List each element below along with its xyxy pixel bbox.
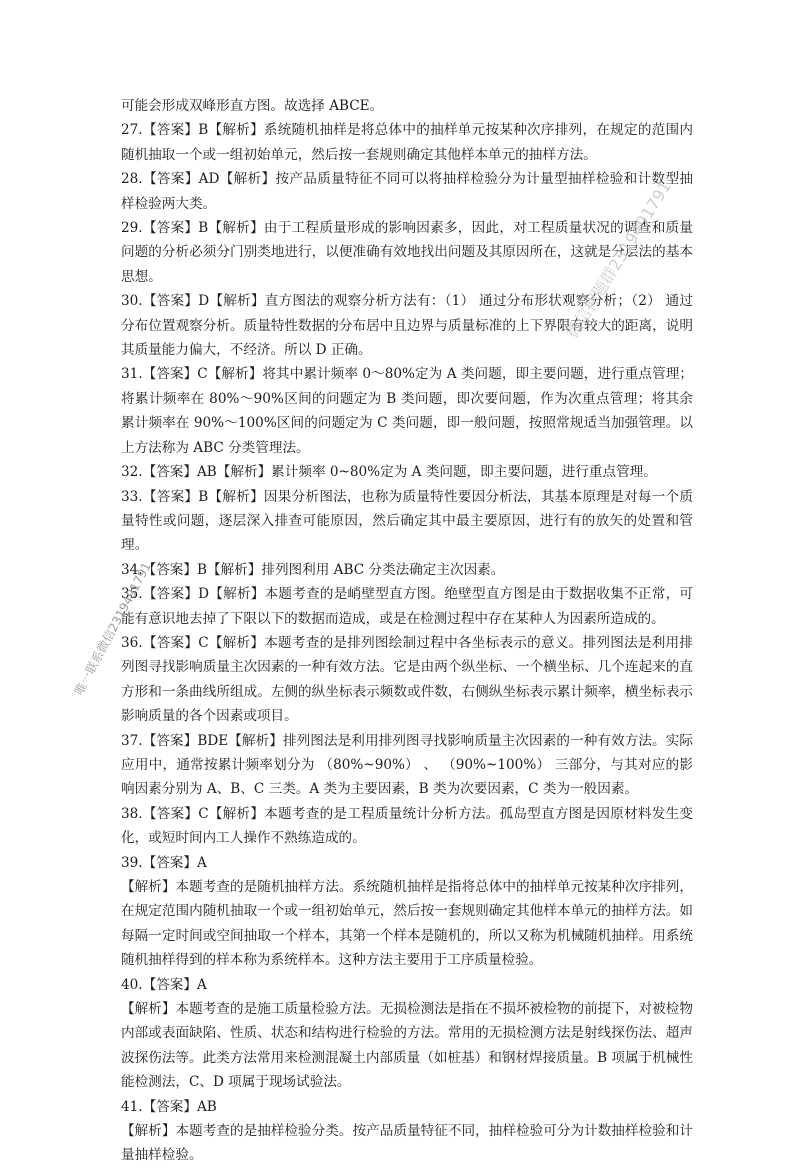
answer-35: 35.【答案】D【解析】本题考查的是峭壁型直方图。绝壁型直方图是由于数据收集不正常，可能有意识地去掉了下限以下的数据而造成，或是在检测过程中存在某种人为因素所造成的。 (121, 586, 693, 627)
watermark-left: 唯一联系微信2319491791 (71, 559, 154, 698)
answer-32: 32.【答案】AB【解析】累计频率 0~80%定为 A 类问题，即主要问题，进行重点管理。 (121, 464, 657, 481)
answer-41: 41.【答案】AB (121, 1098, 217, 1115)
answer-33: 33.【答案】B【解析】因果分析图法，也称为质量特性要因分析法，其基本原理是对每一个质量特性或问题，逐层深入排查可能原因，然后确定其中最主要原因，进行有的放矢的处置和管理。 (121, 488, 693, 554)
answer-28: 28.【答案】AD【解析】按产品质量特征不同可以将抽样检验分为计量型抽样检验和计数型抽样检验两大类。 (121, 171, 693, 212)
answer-29: 29.【答案】B【解析】由于工程质量形成的影响因素多，因此，对工程质量状况的调查和质量问题的分析必须分门别类地进行，以便准确有效地找出问题及其原因所在，这就是分层法的基本思想。 (121, 220, 693, 285)
answer-38: 38.【答案】C【解析】本题考查的是工程质量统计分析方法。孤岛型直方图是因原材料发生变化，或短时间内工人操作不熟练造成的。 (121, 805, 693, 847)
answer-34: 34.【答案】B【解析】排列图利用 ABC 分类法确定主次因素。 (121, 561, 505, 578)
answer-30: 30.【答案】D【解析】直方图法的观察分析方法有：（1） 通过分布形状观察分析；（2） 通过分布位置观察分析。质量特性数据的分布居中且边界与质量标准的上下界限有较大的距离，说明其质量能力偏大，不经济。所以 D 正确。 (121, 293, 693, 359)
watermark-right: 微信押题群2319491791 (562, 177, 676, 342)
explanation-40: 【解析】本题考查的是施工质量检验方法。无损检测法是指在不损坏被检物的前提下，对被检物内部或表面缺陷、性质、状态和结构进行检验的方法。常用的无损检测方法是射线探伤法、超声波探伤法等。此类方法常用来检测混凝土内部质量（如桩基）和钢材焊接质量。B 项属于机械性能检测法，C、D 项属于现场试验法。 (121, 1001, 693, 1091)
answer-31: 31.【答案】C【解析】将其中累计频率 0～80%定为 A 类问题，即主要问题，进行重点管理；将累计频率在 80%～90%区间的问题定为 B 类问题，即次要问题，作为次重点管理；将其余累计频率在 90%～100%区间的问题定为 C 类问题，即一般问题，按照常规适当加强管理。以上方法称为 ABC 分类管理法。 (121, 366, 693, 456)
answer-36: 36.【答案】C【解析】本题考查的是排列图绘制过程中各坐标表示的意义。排列图法是利用排列图寻找影响质量主次因素的一种有效方法。它是由两个纵坐标、一个横坐标、几个连起来的直方形和一条曲线所组成。左侧的纵坐标表示频数或件数，右侧纵坐标表示累计频率，横坐标表示影响质量的各个因素或项目。 (121, 634, 693, 725)
answer-39: 39.【答案】A (121, 854, 207, 871)
answer-27: 27.【答案】B【解析】系统随机抽样是将总体中的抽样单元按某种次序排列，在规定的范围内随机抽取一个或一组初始单元，然后按一套规则确定其他样本单元的抽样方法。 (121, 122, 693, 163)
answer-40: 40.【答案】A (121, 976, 207, 993)
explanation-41: 【解析】本题考查的是抽样检验分类。按产品质量特征不同，抽样检验可分为计数抽样检验和计量抽样检验。 (121, 1123, 693, 1164)
answer-37: 37.【答案】BDE【解析】排列图法是利用排列图寻找影响质量主次因素的一种有效方法。实际应用中，通常按累计频率划分为 （80%~90%） 、 （90%~100%） 三部分，与其对应的影响因素分别为 A、B、C 三类。A 类为主要因素，B 类为次要因素，C 类为一般因素。 (121, 732, 693, 798)
answer-explanations (121, 94, 693, 1168)
para-tail-26: 可能会形成双峰形直方图。故选择 ABCE。 (121, 98, 384, 114)
explanation-39: 【解析】本题考查的是随机抽样方法。系统随机抽样是指将总体中的抽样单元按某种次序排列，在规定范围内随机抽取一个或一组初始单元，然后按一套规则确定其他样本单元的抽样方法。如每隔一定时间或空间抽取一个样本，其第一个样本是随机的，所以又称为机械随机抽样。用系统随机抽样得到的样本称为系统样本。这种方法主要用于工序质量检验。 (121, 879, 693, 969)
